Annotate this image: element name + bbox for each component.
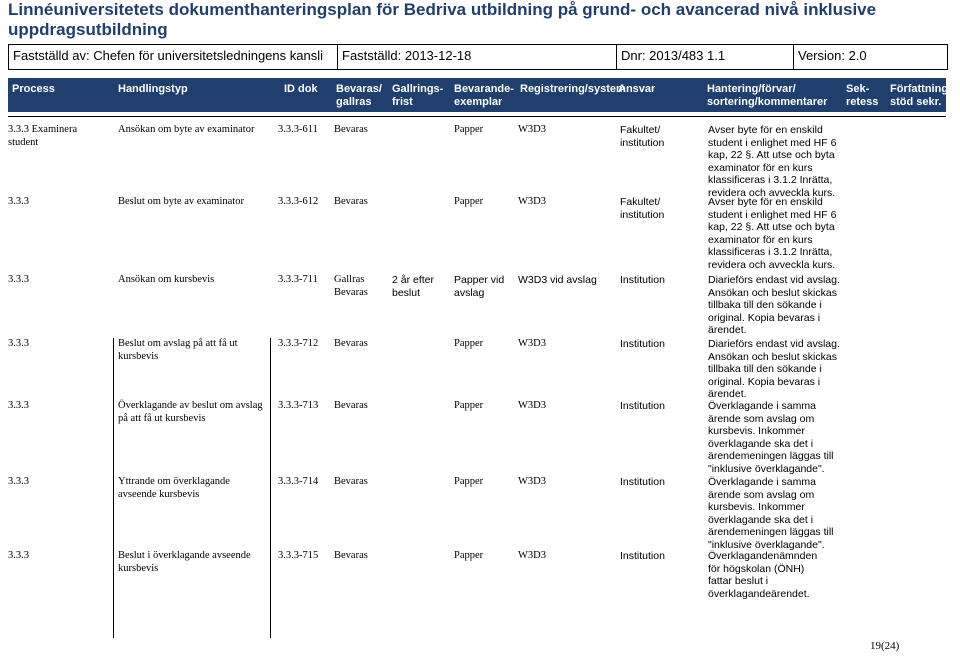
- row-id-dok: 3.3.3-612: [278, 196, 319, 207]
- row-bevarandeexemplar: Papper: [454, 338, 484, 349]
- row-process: 3.3.3: [8, 550, 29, 561]
- column-divider: [270, 338, 271, 638]
- row-id-dok: 3.3.3-711: [278, 274, 318, 285]
- header-process: Process: [12, 83, 55, 95]
- header-bevarandeexemplar: [454, 83, 514, 109]
- row-registrering: W3D3: [518, 400, 546, 411]
- header-handlingstyp: Handlingstyp: [118, 83, 188, 95]
- document-meta-bar: [8, 44, 948, 70]
- row-handlingstyp: avseende kursbevis: [118, 488, 200, 500]
- title-line-1: Linnéuniversitetets dokumenthanteringsplan för Bedriva utbildning på grund- och avancerad nivå inklusive: [8, 0, 877, 19]
- row-registrering: W3D3 vid avslag: [518, 274, 597, 286]
- row-hantering: original. Kopia bevaras i: [708, 311, 821, 324]
- row-bevaras: Bevaras: [334, 550, 368, 561]
- row-hantering: överklagande ska det i: [708, 513, 814, 526]
- row-registrering: W3D3: [518, 476, 546, 487]
- header-forfattningsstod: [890, 83, 958, 109]
- header-bevarande-l1: Bevarande-: [454, 83, 514, 95]
- row-hantering: överklagande ska det i: [708, 437, 814, 450]
- row-process: 3.3.3: [8, 476, 29, 487]
- header-gallrings-l1: Gallrings-: [392, 83, 444, 95]
- row-hantering: Överklagande i samma: [708, 400, 816, 412]
- row-hantering: Diarieförs endast vid avslag.: [708, 338, 840, 350]
- row-registrering: W3D3: [518, 124, 546, 135]
- header-bevaras-l1: Bevaras/: [336, 83, 382, 95]
- row-handlingstyp: Beslut om byte av examinator: [118, 196, 244, 207]
- row-hantering: student i enlighet med HF 6: [708, 136, 837, 149]
- row-bevarandeexemplar: Papper: [454, 400, 484, 411]
- row-ansvar: institution: [620, 208, 665, 221]
- row-ansvar: Institution: [620, 550, 665, 562]
- row-process: 3.3.3 Examinera: [8, 124, 78, 135]
- header-bevarande-l2: exemplar: [454, 96, 503, 108]
- row-id-dok: 3.3.3-713: [278, 400, 319, 411]
- row-process: 3.3.3: [8, 196, 29, 207]
- row-bevaras: Bevaras: [334, 124, 368, 135]
- row-hantering: Avser byte för en enskild: [708, 196, 823, 208]
- row-hantering: revidera och avveckla kurs.: [708, 186, 836, 199]
- header-registrering: Registrering/system: [520, 83, 626, 95]
- row-id-dok: 3.3.3-712: [278, 338, 319, 349]
- row-bevaras: Bevaras: [334, 400, 368, 411]
- row-handlingstyp: på att få ut kursbevis: [118, 412, 206, 424]
- row-hantering: "inklusive överklagande".: [708, 462, 825, 475]
- header-forf-l1: Författnings-: [890, 83, 958, 95]
- header-sek-l2: retess: [846, 96, 879, 108]
- established-date: Fastställd: 2013-12-18: [338, 45, 617, 69]
- row-bevaras: Bevaras: [334, 476, 368, 487]
- header-hantering: [707, 83, 827, 109]
- row-hantering: Ansökan och beslut skickas: [708, 286, 837, 299]
- title-line-2: uppdragsutbildning: [8, 20, 168, 39]
- row-bevaras: Bevaras: [334, 196, 368, 207]
- row-hantering: student i enlighet med HF 6: [708, 208, 837, 221]
- version: Version: 2.0: [798, 48, 867, 63]
- row-bevaras: Gallras: [334, 274, 365, 285]
- table-header: [8, 78, 958, 112]
- row-hantering: original. Kopia bevaras i: [708, 375, 821, 388]
- header-gallrings-l2: frist: [392, 96, 413, 108]
- row-ansvar: Institution: [620, 400, 665, 412]
- row-hantering: klassificeras i 3.1.2 Inrätta,: [708, 246, 833, 258]
- document-title: [8, 0, 948, 40]
- row-bevaras: Bevaras: [334, 338, 368, 349]
- header-gallringsfrist: [392, 83, 443, 109]
- row-hantering: fattar beslut i: [708, 575, 769, 587]
- header-sekretess: [846, 83, 878, 109]
- row-process: student: [8, 136, 39, 148]
- row-ansvar: institution: [620, 136, 665, 149]
- header-ansvar: Ansvar: [618, 83, 656, 95]
- row-hantering: ärende som avslag om: [708, 488, 815, 501]
- row-hantering: ärendet.: [708, 324, 747, 336]
- row-hantering: Överklagande i samma: [708, 476, 816, 488]
- dnr: Dnr: 2013/483 1.1: [617, 45, 794, 69]
- row-handlingstyp: Ansökan om byte av examinator: [118, 124, 255, 135]
- row-hantering: tillbaka till den sökande i: [708, 363, 822, 375]
- row-hantering: examinator för en kurs: [708, 233, 813, 246]
- row-hantering: kap, 22 §. Att utse och byta: [708, 221, 835, 233]
- row-hantering: överklagandeärendet.: [708, 587, 810, 600]
- row-hantering: examinator för en kurs: [708, 161, 813, 174]
- row-hantering: Avser byte för en enskild: [708, 124, 823, 136]
- row-id-dok: 3.3.3-714: [278, 476, 319, 487]
- row-registrering: W3D3: [518, 196, 546, 207]
- row-hantering: kursbevis. Inkommer: [708, 425, 805, 437]
- row-hantering: ärende som avslag om: [708, 412, 815, 425]
- row-hantering: tillbaka till den sökande i: [708, 299, 822, 311]
- row-id-dok: 3.3.3-611: [278, 124, 318, 135]
- row-ansvar: Fakultet/: [620, 196, 661, 208]
- row-hantering: ärendemeningen läggas till: [708, 526, 834, 538]
- row-hantering: Överklagandenämnden: [708, 550, 818, 562]
- row-registrering: W3D3: [518, 550, 546, 561]
- established-by: Fastställd av: Chefen för universitetsledningens kansli: [9, 45, 338, 69]
- row-process: 3.3.3: [8, 274, 29, 285]
- row-gallringsfrist: beslut: [392, 286, 421, 299]
- row-handlingstyp: Ansökan om kursbevis: [118, 274, 215, 285]
- row-handlingstyp: Yttrande om överklagande: [118, 476, 230, 487]
- header-bevaras-l2: gallras: [336, 96, 372, 108]
- row-ansvar: Institution: [620, 338, 665, 350]
- row-hantering: kursbevis. Inkommer: [708, 501, 805, 513]
- row-bevarandeexemplar: Papper vid: [454, 274, 505, 286]
- row-hantering: kap, 22 §. Att utse och byta: [708, 149, 835, 161]
- row-handlingstyp: Beslut i överklagande avseende: [118, 550, 251, 561]
- row-hantering: ärendet.: [708, 388, 747, 400]
- row-gallringsfrist: 2 år efter: [392, 274, 435, 286]
- header-bevaras: [336, 83, 382, 109]
- row-id-dok: 3.3.3-715: [278, 550, 319, 561]
- row-hantering: Ansökan och beslut skickas: [708, 350, 837, 363]
- row-ansvar: Institution: [620, 274, 665, 286]
- row-bevarandeexemplar: Papper: [454, 476, 484, 487]
- row-hantering: för högskolan (ÖNH): [708, 562, 805, 575]
- row-hantering: revidera och avveckla kurs.: [708, 258, 836, 271]
- header-sek-l1: Sek-: [846, 83, 870, 95]
- header-id-dok: ID dok: [284, 83, 318, 95]
- row-bevarandeexemplar: Papper: [454, 124, 484, 135]
- row-handlingstyp: Beslut om avslag på att få ut: [118, 338, 238, 349]
- header-forf-l2: stöd sekr.: [890, 96, 942, 108]
- row-bevarandeexemplar: Papper: [454, 550, 484, 561]
- row-hantering: "inklusive överklagande".: [708, 538, 825, 551]
- row-hantering: Diarieförs endast vid avslag.: [708, 274, 840, 286]
- header-divider: [8, 116, 946, 117]
- row-handlingstyp: Överklagande av beslut om avslag: [118, 400, 263, 411]
- column-divider: [113, 338, 114, 638]
- page-number: 19(24): [870, 640, 900, 652]
- row-handlingstyp: kursbevis: [118, 350, 159, 362]
- row-hantering: klassificeras i 3.1.2 Inrätta,: [708, 174, 833, 186]
- row-handlingstyp: kursbevis: [118, 562, 159, 574]
- row-hantering: ärendemeningen läggas till: [708, 450, 834, 462]
- row-registrering: W3D3: [518, 338, 546, 349]
- header-hantering-l2: sortering/kommentarer: [707, 96, 828, 108]
- row-ansvar: Fakultet/: [620, 124, 661, 136]
- row-bevarandeexemplar: Papper: [454, 196, 484, 207]
- row-ansvar: Institution: [620, 476, 665, 488]
- header-hantering-l1: Hantering/förvar/: [707, 83, 796, 95]
- row-process: 3.3.3: [8, 338, 29, 349]
- row-bevarandeexemplar: avslag: [454, 286, 485, 299]
- row-bevaras: Bevaras: [334, 286, 368, 298]
- row-process: 3.3.3: [8, 400, 29, 411]
